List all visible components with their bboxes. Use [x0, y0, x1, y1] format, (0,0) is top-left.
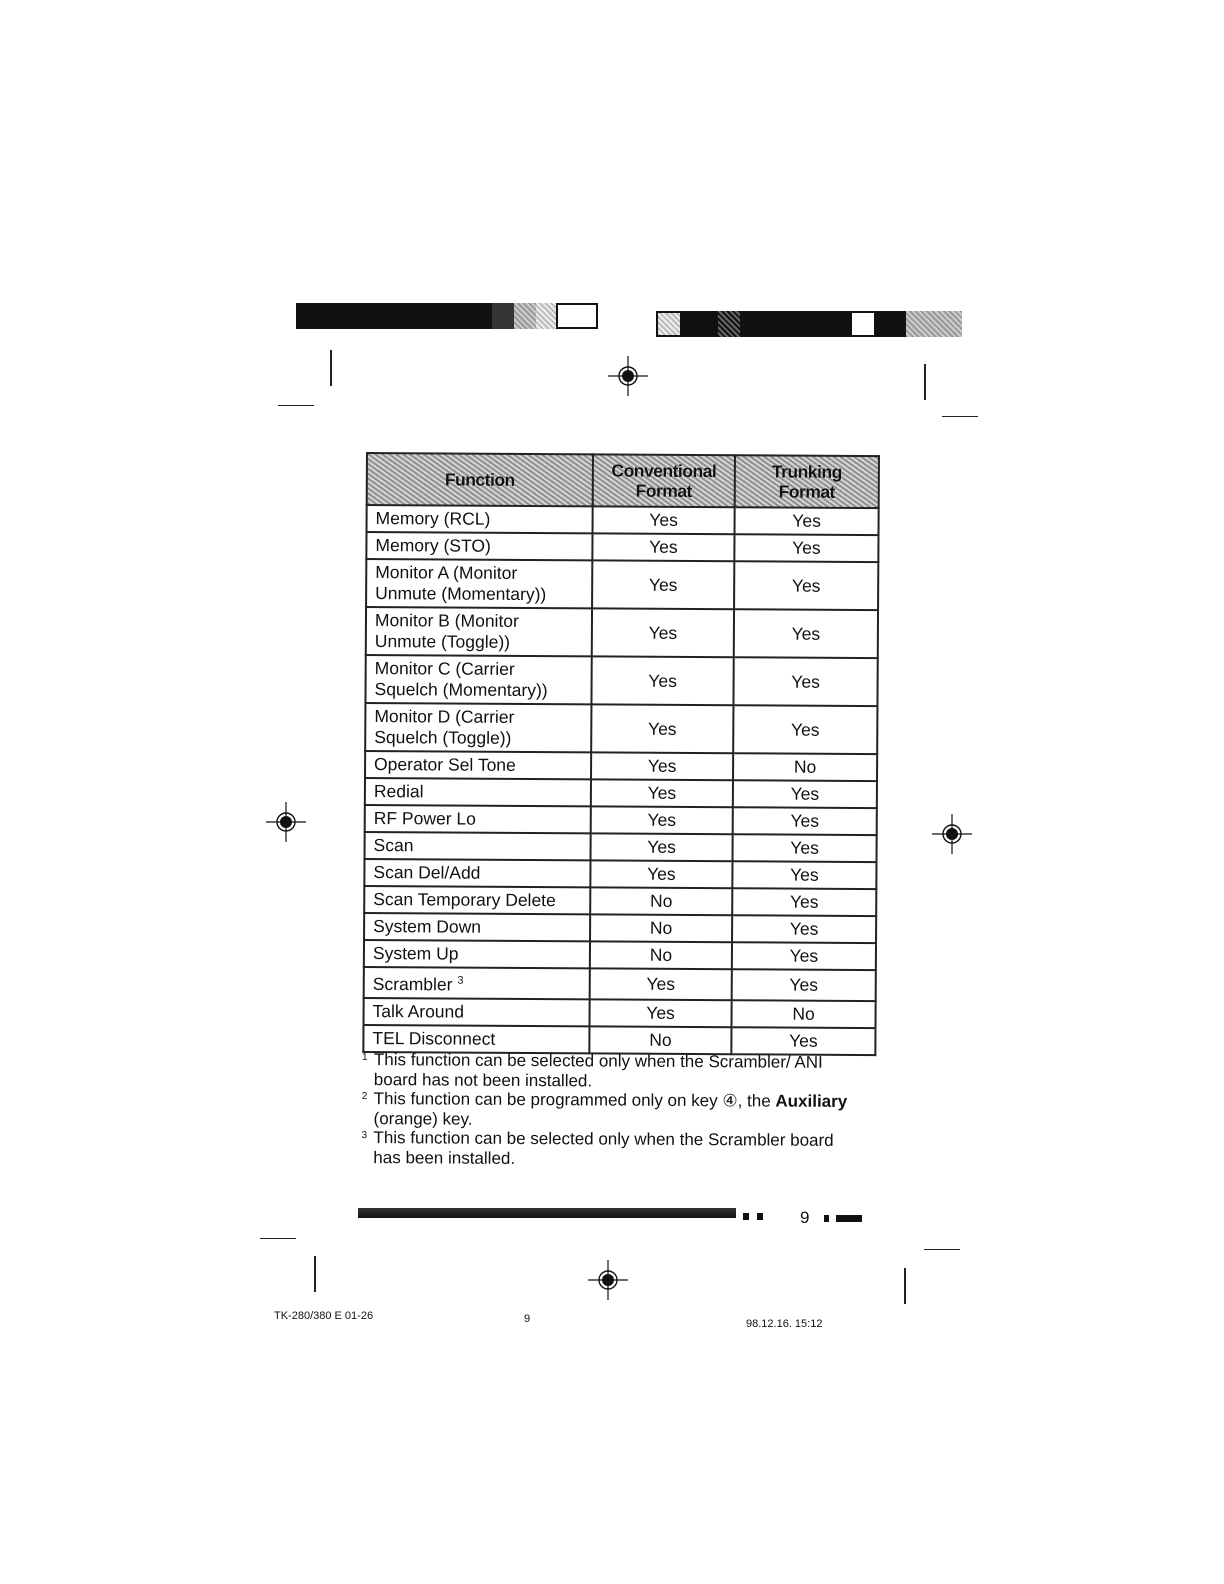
trunking-cell: Yes	[733, 657, 877, 706]
table-row	[366, 559, 878, 610]
function-cell: RF Power Lo	[365, 805, 591, 833]
conventional-cell: Yes	[592, 533, 734, 561]
footnote-ref: 3	[457, 974, 464, 987]
top-left-color-bar	[296, 303, 598, 329]
footnotes	[361, 1050, 862, 1170]
registration-target-icon	[266, 802, 306, 842]
trunking-cell: Yes	[734, 561, 878, 610]
conventional-cell: No	[589, 1026, 731, 1054]
footer-dot	[743, 1213, 749, 1220]
crop-mark-bottom-right	[904, 1268, 906, 1304]
slug-timestamp: 98.12.16. 15:12	[746, 1318, 823, 1330]
footnote-bold: Auxiliary	[775, 1091, 848, 1111]
function-cell: Monitor B (Monitor Unmute (Toggle))	[366, 607, 592, 656]
footnote-mark: 1	[361, 1052, 368, 1064]
function-cell	[364, 967, 590, 999]
footnote-text: This function can be programmed only on key ④, the	[373, 1089, 776, 1111]
table-header-row	[367, 453, 879, 508]
conventional-cell: Yes	[590, 968, 732, 1000]
footnote-3	[361, 1128, 861, 1170]
table-row	[364, 998, 876, 1028]
table-row	[364, 913, 876, 943]
trunking-cell: No	[731, 1000, 875, 1028]
table-row	[364, 940, 876, 970]
crop-mark-bottom-left-h	[260, 1238, 296, 1239]
footnote-mark: 3	[361, 1129, 368, 1142]
conventional-cell: Yes	[591, 779, 733, 807]
footer-block	[836, 1215, 862, 1222]
conventional-cell: Yes	[591, 656, 733, 705]
conventional-cell: No	[590, 887, 732, 915]
conventional-cell: No	[590, 914, 732, 942]
function-cell: TEL Disconnect	[363, 1025, 589, 1053]
crop-mark-top-right	[924, 364, 926, 400]
trunking-cell: Yes	[732, 861, 876, 889]
slug-job-id: TK-280/380 E 01-26	[274, 1310, 374, 1322]
header-trunking: Trunking Format	[735, 455, 879, 508]
trunking-cell: Yes	[732, 969, 876, 1001]
function-cell: Scan	[365, 832, 591, 860]
trunking-cell: Yes	[734, 609, 878, 658]
table-row	[365, 655, 877, 706]
conventional-cell: Yes	[591, 752, 733, 780]
table-row	[364, 967, 876, 1001]
table-row	[365, 703, 877, 754]
footnote-1	[362, 1050, 862, 1092]
conventional-cell: Yes	[591, 704, 733, 753]
footer-dot	[824, 1215, 829, 1222]
function-cell: Memory (STO)	[366, 532, 592, 560]
trunking-cell: Yes	[731, 1027, 875, 1055]
function-cell: Monitor A (Monitor Unmute (Momentary))	[366, 559, 592, 608]
footnote-text: (orange) key.	[373, 1108, 473, 1129]
trunking-cell: Yes	[735, 507, 879, 535]
crop-mark-bottom-right-h	[924, 1249, 960, 1250]
function-cell: Redial	[365, 778, 591, 806]
crop-mark-bottom-left	[314, 1256, 316, 1292]
page-number: 9	[800, 1208, 810, 1227]
function-cell: Memory (RCL)	[367, 505, 593, 533]
top-right-color-bar	[656, 311, 962, 337]
table-row	[364, 886, 876, 916]
trunking-cell: Yes	[732, 915, 876, 943]
conventional-cell: Yes	[592, 560, 734, 609]
crop-mark-top-left-h	[278, 405, 314, 406]
trunking-cell: Yes	[732, 888, 876, 916]
footnote-text: This function can be selected only when the Scrambler board has been installed.	[373, 1128, 834, 1168]
table-row	[365, 778, 877, 808]
table-row	[365, 832, 877, 862]
footnote-mark: 2	[361, 1090, 368, 1103]
conventional-cell: Yes	[589, 999, 731, 1027]
footnote-2	[362, 1089, 862, 1131]
conventional-cell: Yes	[591, 806, 733, 834]
footer-rule	[358, 1208, 736, 1218]
function-cell: Scan Del/Add	[364, 859, 590, 887]
trunking-cell: Yes	[733, 780, 877, 808]
trunking-cell: Yes	[733, 834, 877, 862]
trunking-cell: Yes	[733, 705, 877, 754]
function-cell: Talk Around	[364, 998, 590, 1026]
table-row	[365, 751, 877, 781]
conventional-cell: Yes	[593, 506, 735, 534]
function-table	[362, 452, 880, 1056]
conventional-cell: No	[590, 941, 732, 969]
slug-page: 9	[524, 1313, 531, 1325]
conventional-cell: Yes	[590, 860, 732, 888]
footer-dot	[757, 1213, 763, 1220]
crop-mark-top-left	[330, 350, 332, 386]
table-row	[365, 805, 877, 835]
function-text: Scrambler	[372, 973, 453, 995]
header-function: Function	[367, 453, 593, 506]
header-conventional: Conventional Format	[593, 454, 735, 507]
trunking-cell: Yes	[732, 942, 876, 970]
table-row	[367, 505, 879, 535]
crop-mark-top-right-h	[942, 416, 978, 417]
trunking-cell: No	[733, 753, 877, 781]
table-row	[366, 532, 878, 562]
trunking-cell: Yes	[734, 534, 878, 562]
function-cell: Scan Temporary Delete	[364, 886, 590, 914]
conventional-cell: Yes	[591, 833, 733, 861]
function-cell: System Up	[364, 940, 590, 968]
registration-target-icon	[932, 814, 972, 854]
conventional-cell: Yes	[592, 608, 734, 657]
footnote-text: This function can be selected only when the Scrambler/ ANI board has not been installed.	[373, 1050, 823, 1090]
trunking-cell: Yes	[733, 807, 877, 835]
function-cell: Monitor C (Carrier Squelch (Momentary))	[365, 655, 591, 704]
table-row	[366, 607, 878, 658]
function-cell: Monitor D (Carrier Squelch (Toggle))	[365, 703, 591, 752]
registration-target-icon	[588, 1260, 628, 1300]
function-cell: Operator Sel Tone	[365, 751, 591, 779]
function-cell: System Down	[364, 913, 590, 941]
registration-target-icon	[608, 356, 648, 396]
table-row	[364, 859, 876, 889]
